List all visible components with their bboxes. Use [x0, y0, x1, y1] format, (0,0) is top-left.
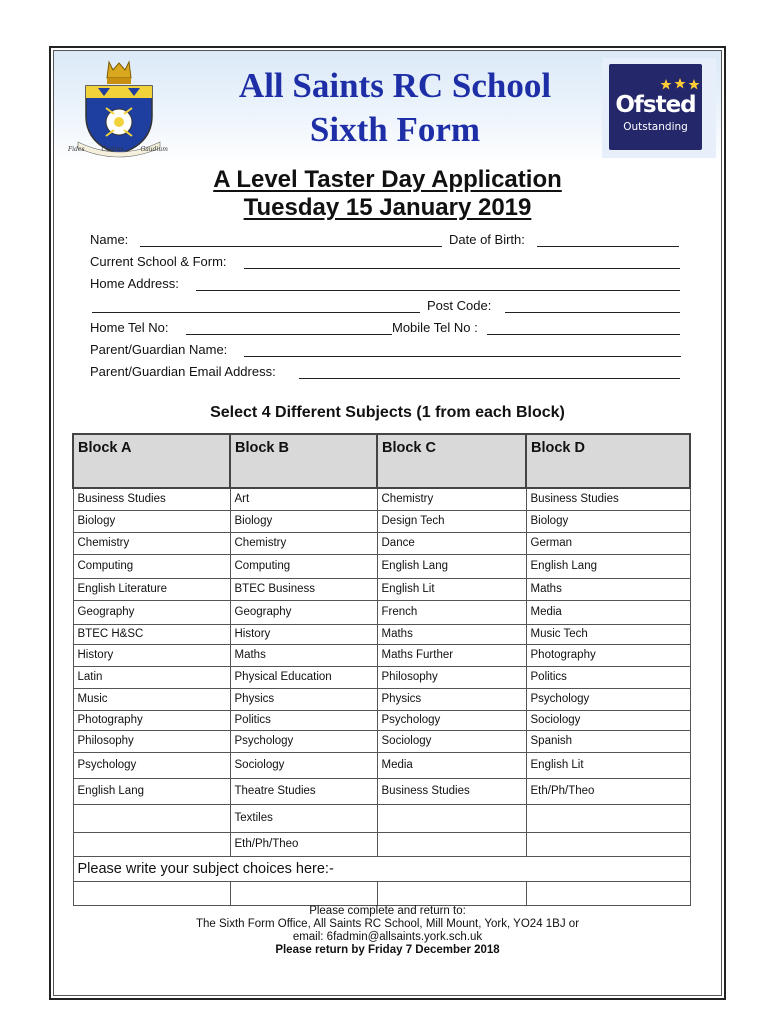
- choice-cell[interactable]: [73, 881, 230, 905]
- subject-cell: Art: [230, 488, 377, 510]
- table-row: [73, 666, 690, 688]
- choices-row: [73, 881, 690, 905]
- table-row: [73, 778, 690, 804]
- subject-cell: Textiles: [230, 804, 377, 832]
- subject-cell: Geography: [73, 600, 230, 624]
- postcode-label: Post Code:: [427, 298, 492, 313]
- footer-address: The Sixth Form Office, All Saints RC School, Mill Mount, York, YO24 1BJ or: [195, 918, 580, 930]
- motto-word: Caritas: [101, 146, 124, 153]
- subject-cell: Theatre Studies: [230, 778, 377, 804]
- subject-cell: Maths: [377, 624, 526, 644]
- subject-cell: BTEC Business: [230, 578, 377, 600]
- subject-cell: Business Studies: [73, 488, 230, 510]
- subject-cell: Media: [377, 752, 526, 778]
- table-row: [73, 710, 690, 730]
- subject-cell: English Lang: [377, 554, 526, 578]
- subject-cell: Business Studies: [377, 778, 526, 804]
- table-row: [73, 510, 690, 532]
- home-tel-label: Home Tel No:: [90, 320, 169, 335]
- table-row: [73, 578, 690, 600]
- block-d-header: Block D: [526, 434, 690, 488]
- subject-cell: Computing: [73, 554, 230, 578]
- subject-cell: Spanish: [526, 730, 690, 752]
- subject-cell: English Lit: [526, 752, 690, 778]
- footer-instruction: Please complete and return to:: [309, 905, 466, 917]
- form-title: A Level Taster Day Application: [213, 166, 562, 193]
- subject-cell: Maths: [230, 644, 377, 666]
- table-header-row: [73, 434, 690, 488]
- ofsted-rating: Outstanding: [623, 121, 688, 133]
- subject-cell: Computing: [230, 554, 377, 578]
- subject-cell: Biology: [230, 510, 377, 532]
- choice-cell[interactable]: [377, 881, 526, 905]
- subject-cell: Philosophy: [377, 666, 526, 688]
- school-name-line: All Saints RC School: [238, 66, 552, 105]
- subject-cell: Maths: [526, 578, 690, 600]
- subject-cell: Sociology: [377, 730, 526, 752]
- name-field[interactable]: [140, 246, 442, 247]
- mobile-tel-label: Mobile Tel No :: [392, 320, 478, 335]
- subject-cell: Eth/Ph/Theo: [230, 832, 377, 856]
- subjects-table: [72, 433, 691, 906]
- subject-cell: [526, 832, 690, 856]
- subject-cell: English Lang: [73, 778, 230, 804]
- table-row: [73, 804, 690, 832]
- block-a-header: Block A: [73, 434, 230, 488]
- ofsted-wordmark: Ofsted: [615, 92, 696, 118]
- table-row: [73, 688, 690, 710]
- subject-cell: Maths Further: [377, 644, 526, 666]
- school-field[interactable]: [244, 268, 680, 269]
- subject-cell: Psychology: [73, 752, 230, 778]
- table-row: [73, 644, 690, 666]
- subject-cell: Chemistry: [230, 532, 377, 554]
- block-b-header: Block B: [230, 434, 377, 488]
- choices-label: Please write your subject choices here:-: [73, 856, 690, 881]
- table-row: [73, 532, 690, 554]
- ofsted-badge: [609, 64, 702, 150]
- subject-cell: Business Studies: [526, 488, 690, 510]
- parent-email-field[interactable]: [299, 378, 680, 379]
- subject-cell: German: [526, 532, 690, 554]
- subject-cell: Design Tech: [377, 510, 526, 532]
- table-row: [73, 554, 690, 578]
- choice-cell[interactable]: [230, 881, 377, 905]
- stars-icon: [660, 77, 700, 93]
- form-date: Tuesday 15 January 2019: [243, 194, 532, 221]
- school-label: Current School & Form:: [90, 254, 227, 269]
- subject-cell: Music Tech: [526, 624, 690, 644]
- subject-cell: History: [73, 644, 230, 666]
- subject-cell: Chemistry: [377, 488, 526, 510]
- ofsted-logo: [602, 58, 716, 158]
- subject-cell: Geography: [230, 600, 377, 624]
- subject-cell: English Lit: [377, 578, 526, 600]
- name-label: Name:: [90, 232, 129, 247]
- school-motto: [68, 146, 168, 153]
- table-row: [73, 730, 690, 752]
- subject-cell: Latin: [73, 666, 230, 688]
- subject-cell: Photography: [526, 644, 690, 666]
- address-field[interactable]: [196, 290, 680, 291]
- subject-cell: Photography: [73, 710, 230, 730]
- address-field-line-2[interactable]: [92, 312, 420, 313]
- subject-cell: Sociology: [230, 752, 377, 778]
- sixth-form-line: Sixth Form: [309, 110, 481, 149]
- subject-cell: Politics: [526, 666, 690, 688]
- subject-cell: Physics: [230, 688, 377, 710]
- subject-cell: Biology: [526, 510, 690, 532]
- footer-deadline: Please return by Friday 7 December 2018: [275, 944, 500, 956]
- subject-cell: Music: [73, 688, 230, 710]
- table-row: [73, 488, 690, 510]
- subject-cell: [73, 832, 230, 856]
- subject-cell: Sociology: [526, 710, 690, 730]
- subject-cell: Psychology: [377, 710, 526, 730]
- subject-cell: Physical Education: [230, 666, 377, 688]
- subject-cell: English Lang: [526, 554, 690, 578]
- table-row: [73, 600, 690, 624]
- subject-cell: [377, 804, 526, 832]
- subject-cell: Chemistry: [73, 532, 230, 554]
- table-row: [73, 624, 690, 644]
- footer-email: email: 6fadmin@allsaints.york.sch.uk: [292, 931, 483, 943]
- subject-cell: English Literature: [73, 578, 230, 600]
- subject-cell: Media: [526, 600, 690, 624]
- subject-cell: Physics: [377, 688, 526, 710]
- parent-email-label: Parent/Guardian Email Address:: [90, 364, 276, 379]
- mobile-tel-field[interactable]: [487, 334, 680, 335]
- subject-cell: Politics: [230, 710, 377, 730]
- subject-cell: History: [230, 624, 377, 644]
- motto-word: Fides: [68, 146, 85, 153]
- table-row: [73, 832, 690, 856]
- subjects-heading: Select 4 Different Subjects (1 from each Block): [210, 404, 565, 421]
- address-label: Home Address:: [90, 276, 179, 291]
- parent-name-field[interactable]: [244, 356, 681, 357]
- subject-cell: Dance: [377, 532, 526, 554]
- motto-word: Gaudium: [140, 146, 168, 153]
- home-tel-field[interactable]: [186, 334, 392, 335]
- choices-label-row: [73, 856, 690, 881]
- block-c-header: Block C: [377, 434, 526, 488]
- parent-name-label: Parent/Guardian Name:: [90, 342, 228, 357]
- table-row: [73, 752, 690, 778]
- subject-cell: Eth/Ph/Theo: [526, 778, 690, 804]
- subject-cell: Philosophy: [73, 730, 230, 752]
- subject-cell: [73, 804, 230, 832]
- subject-cell: BTEC H&SC: [73, 624, 230, 644]
- dob-label: Date of Birth:: [449, 232, 525, 247]
- choice-cell[interactable]: [526, 881, 690, 905]
- school-crest-logo: [76, 58, 162, 158]
- postcode-field[interactable]: [505, 312, 680, 313]
- subject-cell: [377, 832, 526, 856]
- subject-cell: Psychology: [526, 688, 690, 710]
- subject-cell: French: [377, 600, 526, 624]
- school-name: [195, 64, 595, 152]
- subject-cell: [526, 804, 690, 832]
- subject-cell: Psychology: [230, 730, 377, 752]
- subject-cell: Biology: [73, 510, 230, 532]
- dob-field[interactable]: [537, 246, 679, 247]
